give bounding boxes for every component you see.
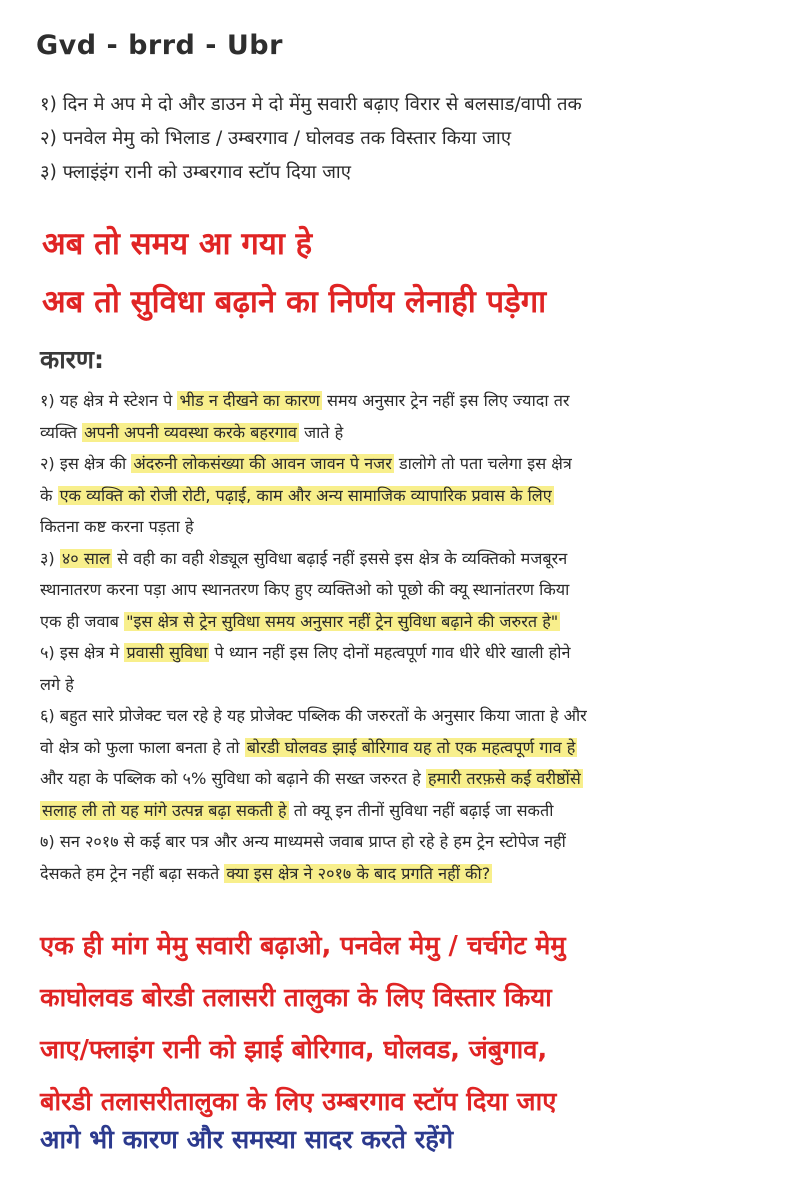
text: १) यह क्षेत्र मे स्टेशन पे xyxy=(40,391,178,410)
page-title: Gvd - brrd - Ubr xyxy=(36,30,283,61)
reasons-heading: कारण: xyxy=(40,345,104,374)
headline-1: अब तो समय आ गया हे xyxy=(42,226,313,262)
text: ३) xyxy=(40,548,60,568)
text: २) इस क्षेत्र की xyxy=(40,454,132,473)
text: के xyxy=(40,485,58,505)
reason-line: ७) सन २०१७ से कई बार पत्र और अन्य माध्यमसे जवाब प्राप्त हो रहे हे हम ट्रेन स्टोपेज नहीं xyxy=(40,832,566,851)
text: ५) इस क्षेत्र मे xyxy=(40,643,125,662)
reason-line xyxy=(40,795,760,827)
demand-item: २) पनवेल मेमु को भिलाड / उम्बरगाव / घोलवड तक विस्तार किया जाए xyxy=(40,128,512,149)
closing-line: जाए/फ्लाइंग रानी को झाई बोरिगाव, घोलवड, जंबुगाव, xyxy=(40,1035,548,1065)
closing-line: काघोलवड बोरडी तलासरी तालुका के लिए विस्तार किया xyxy=(40,983,552,1013)
highlighted-text: बोरडी घोलवड झाई बोरिगाव यह तो एक महत्वपूर्ण गाव हे xyxy=(246,737,576,757)
demands-list xyxy=(40,88,780,190)
reasons-list xyxy=(40,385,760,889)
highlighted-text: सलाह ली तो यह मांगे उत्पन्न बढ़ा सकती हे xyxy=(42,800,287,820)
reason-line xyxy=(40,480,760,512)
text: एक ही जवाब xyxy=(40,611,125,631)
text: देसकते हम ट्रेन नहीं बढ़ा सकते xyxy=(40,863,225,883)
text: समय अनुसार ट्रेन नहीं इस लिए ज्यादा तर xyxy=(321,391,570,410)
text: पे ध्यान नहीं इस लिए दोनों महत्वपूर्ण गाव धीरे धीरे खाली होने xyxy=(209,643,571,662)
reason-line xyxy=(40,543,760,575)
highlighted-text: क्या इस क्षेत्र ने २०१७ के बाद प्रगति नहीं की? xyxy=(226,863,491,883)
reason-line: स्थानातरण करना पड़ा आप स्थानतरण किए हुए व्यक्तिओ को पूछो की क्यू स्थानांतरण किया xyxy=(40,580,570,599)
highlighted-text: ४० साल xyxy=(61,548,110,568)
closing-demand xyxy=(40,920,780,1128)
text: व्यक्ति xyxy=(40,422,83,442)
reason-line xyxy=(40,858,760,890)
highlighted-text: प्रवासी सुविधा xyxy=(126,643,208,662)
highlighted-text: अंदरुनी लोकसंख्या की आवन जावन पे नजर xyxy=(133,454,392,473)
reason-line xyxy=(40,385,760,417)
reason-line: कितना कष्ट करना पड़ता हे xyxy=(40,517,194,536)
reason-line xyxy=(40,763,760,795)
text: जाते हे xyxy=(298,422,344,442)
highlighted-text: अपनी अपनी व्यवस्था करके बहरगाव xyxy=(84,422,297,442)
text: और यहा के पब्लिक को ५% सुविधा को बढ़ाने की सख्त जरुरत हे xyxy=(40,769,426,788)
highlighted-text: "इस क्षेत्र से ट्रेन सुविधा समय अनुसार नहीं ट्रेन सुविधा बढ़ाने की जरुरत हे" xyxy=(126,611,559,631)
reason-line xyxy=(40,732,760,764)
reason-line xyxy=(40,417,760,449)
headline-2: अब तो सुविधा बढ़ाने का निर्णय लेनाही पड़ेगा xyxy=(42,284,547,320)
highlighted-text: एक व्यक्ति को रोजी रोटी, पढ़ाई, काम और अन्य सामाजिक व्यापारिक प्रवास के लिए xyxy=(59,485,552,505)
demand-item: ३) फ्लाइंइंग रानी को उम्बरगाव स्टॉप दिया जाए xyxy=(40,162,351,183)
reason-line xyxy=(40,637,760,669)
reason-line: लगे हे xyxy=(40,674,74,694)
closing-line: एक ही मांग मेमु सवारी बढ़ाओ, पनवेल मेमु / चर्चगेट मेमु xyxy=(40,931,566,961)
closing-line: बोरडी तलासरीतालुका के लिए उम्बरगाव स्टॉप दिया जाए xyxy=(40,1087,557,1117)
demand-item: १) दिन मे अप मे दो और डाउन मे दो मेंमु सवारी बढ़ाए विरार से बलसाड/वापी तक xyxy=(40,94,582,115)
text: से वही का वही शेड्यूल सुविधा बढ़ाई नहीं इससे इस क्षेत्र के व्यक्तिको मजबूरन xyxy=(111,548,568,568)
highlighted-text: भीड न दीखने का कारण xyxy=(179,391,320,410)
reason-line xyxy=(40,448,760,480)
reason-line xyxy=(40,606,760,638)
text: डालोगे तो पता चलेगा इस क्षेत्र xyxy=(393,454,572,473)
footer-note: आगे भी कारण और समस्या सादर करते रहेंगे xyxy=(40,1125,454,1155)
reason-line: ६) बहुत सारे प्रोजेक्ट चल रहे हे यह प्रोजेक्ट पब्लिक की जरुरतों के अनुसार किया जाता हे और xyxy=(40,706,587,725)
text: वो क्षेत्र को फुला फाला बनता हे तो xyxy=(40,737,245,757)
text: तो क्यू इन तीनों सुविधा नहीं बढ़ाई जा सकती xyxy=(288,800,554,820)
highlighted-text: हमारी तरफ़से कई वरीष्ठोंसे xyxy=(427,769,581,788)
